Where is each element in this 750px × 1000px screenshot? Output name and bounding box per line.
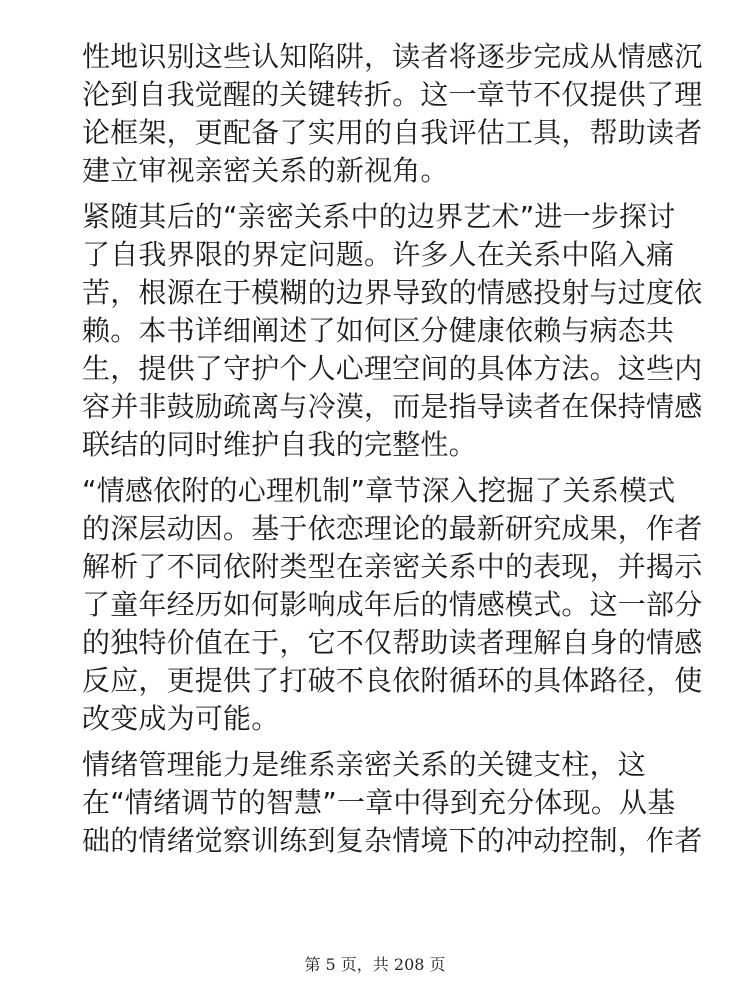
text-line: 赖。本书详细阐述了如何区分健康依赖与病态共 (82, 314, 675, 347)
page-number-footer: 第 5 页，共 208 页 (304, 955, 446, 974)
text-line: 论框架，更配备了实用的自我评估工具，帮助读者 (82, 116, 703, 149)
text-line: 紧随其后的“亲密关系中的边界艺术”进一步探讨 (82, 200, 676, 233)
text-line: 建立审视亲密关系的新视角。 (82, 154, 449, 187)
text-line: 在“情绪调节的智慧”一章中得到充分体现。从基 (82, 786, 676, 819)
text-line: “情感依附的心理机制”章节深入挖掘了关系模式 (82, 474, 676, 507)
page-body (82, 38, 703, 868)
paragraph-2 (82, 198, 703, 464)
text-line: 苦，根源在于模糊的边界导致的情感投射与过度依 (82, 276, 703, 309)
text-line: 了自我界限的界定问题。许多人在关系中陷入痛 (82, 238, 675, 271)
text-line: 础的情绪觉察训练到复杂情境下的冲动控制，作者 (82, 824, 703, 857)
paragraph-4 (82, 746, 703, 860)
text-line: 的深层动因。基于依恋理论的最新研究成果，作者 (82, 512, 703, 545)
paragraph-3 (82, 472, 703, 738)
text-line: 性地识别这些认知陷阱，读者将逐步完成从情感沉 (82, 40, 703, 73)
text-line: 沦到自我觉醒的关键转折。这一章节不仅提供了理 (82, 78, 703, 111)
text-line: 情绪管理能力是维系亲密关系的关键支柱，这 (82, 748, 647, 781)
paragraph-1 (82, 38, 703, 190)
text-line: 的独特价值在于，它不仅帮助读者理解自身的情感 (82, 626, 703, 659)
text-line: 了童年经历如何影响成年后的情感模式。这一部分 (82, 588, 703, 621)
text-line: 改变成为可能。 (82, 702, 280, 735)
text-line: 生，提供了守护个人心理空间的具体方法。这些内 (82, 352, 703, 385)
text-line: 联结的同时维护自我的完整性。 (82, 428, 477, 461)
text-line: 解析了不同依附类型在亲密关系中的表现，并揭示 (82, 550, 703, 583)
text-line: 反应，更提供了打破不良依附循环的具体路径，使 (82, 664, 703, 697)
text-line: 容并非鼓励疏离与冷漠，而是指导读者在保持情感 (82, 390, 703, 423)
